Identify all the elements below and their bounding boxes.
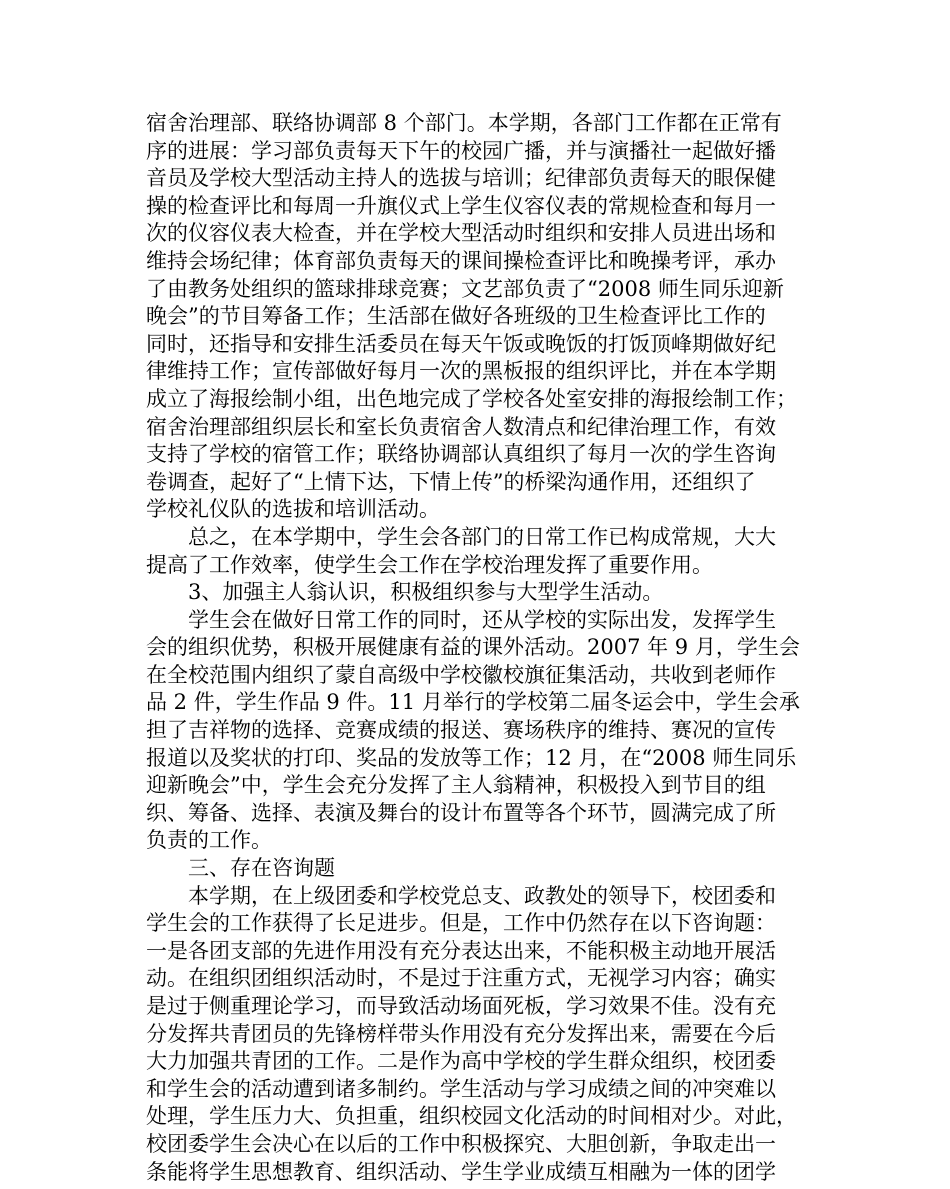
text-line: 负责的工作。: [146, 828, 272, 853]
body-text: [146, 110, 806, 1186]
text-line: 次的仪容仪表大检查，并在学校大型活动时组织和安排人员进出场和: [146, 221, 776, 246]
text-line: 律维持工作；宣传部做好每月一次的黑板报的组织评比，并在本学期: [146, 359, 776, 384]
text-line: 校团委学生会决心在以后的工作中积极探究、大胆创新，争取走出一: [146, 1131, 776, 1156]
text-line: 宿舍治理部、联络协调部 8 个部门。本学期，各部门工作都在正常有: [146, 111, 782, 135]
text-line: 同时，还指导和安排生活委员在每天午饭或晚饭的打饭顶峰期做好纪: [146, 331, 776, 356]
text-line: 本学期，在上级团委和学校党总支、政教处的领导下，校团委和: [146, 883, 776, 908]
text-line: 学生会的工作获得了长足进步。但是，工作中仍然存在以下咨询题：: [146, 911, 776, 936]
text-line: 操的检查评比和每周一升旗仪式上学生仪容仪表的常规检查和每月一: [146, 193, 776, 218]
text-line: 了由教务处组织的篮球排球竞赛；文艺部负责了“2008 师生同乐迎新: [146, 276, 784, 301]
text-line: 分发挥共青团员的先锋榜样带头作用没有充分发挥出来，需要在今后: [146, 1021, 776, 1046]
text-line: 动。在组织团组织活动时，不是过于注重方式，无视学习内容；确实: [146, 966, 776, 991]
text-line: 在全校范围内组织了蒙自高级中学校徽校旗征集活动，共收到老师作: [146, 662, 776, 687]
section-heading: 3、加强主人翁认识，积极组织参与大型学生活动。: [146, 580, 664, 605]
text-line: 担了吉祥物的选择、竞赛成绩的报送、赛场秩序的维持、赛况的宣传: [146, 718, 776, 743]
text-line: 学生会在做好日常工作的同时，还从学校的实际出发，发挥学生: [146, 607, 776, 632]
text-line: 处理，学生压力大、负担重，组织校园文化活动的时间相对少。对此，: [146, 1104, 797, 1129]
text-line: 是过于侧重理论学习，而导致活动场面死板，学习效果不佳。没有充: [146, 994, 776, 1018]
text-line: 一是各团支部的先进作用没有充分表达出来，不能积极主动地开展活: [146, 938, 776, 963]
text-line: 维持会场纪律；体育部负责每天的课间操检查评比和晚操考评，承办: [146, 248, 776, 273]
text-line: 晚会”的节目筹备工作；生活部在做好各班级的卫生检查评比工作的: [146, 304, 766, 329]
text-line: 迎新晚会”中，学生会充分发挥了主人翁精神，积极投入到节目的组: [146, 773, 766, 798]
text-line: 支持了学校的宿管工作；联络协调部认真组织了每月一次的学生咨询: [146, 442, 776, 467]
text-line: 音员及学校大型活动主持人的选拔与培训；纪律部负责每天的眼保健: [146, 166, 776, 191]
text-line: 学校礼仪队的选拔和培训活动。: [146, 497, 440, 522]
text-line: 总之，在本学期中，学生会各部门的日常工作已构成常规，大大: [146, 524, 776, 549]
text-line: 报道以及奖状的打印、奖品的发放等工作；12 月，在“2008 师生同乐: [146, 745, 797, 770]
text-line: 成立了海报绘制小组，出色地完成了学校各处室安排的海报绘制工作；: [146, 386, 797, 411]
text-line: 和学生会的活动遭到诸多制约。学生活动与学习成绩之间的冲突难以: [146, 1076, 776, 1101]
text-line: 条能将学生思想教育、组织活动、学生学业成绩互相融为一体的团学: [146, 1159, 776, 1184]
text-line: 会的组织优势，积极开展健康有益的课外活动。2007 年 9 月，学生会: [146, 635, 800, 660]
section-heading: 三、存在咨询题: [146, 856, 335, 881]
text-line: 宿舍治理部组织层长和室长负责宿舍人数清点和纪律治理工作，有效: [146, 414, 776, 439]
text-line: 卷调查，起好了“上情下达，下情上传”的桥梁沟通作用，还组织了: [146, 469, 756, 494]
text-line: 大力加强共青团的工作。二是作为高中学校的学生群众组织，校团委: [146, 1049, 776, 1074]
text-line: 织、筹备、选择、表演及舞台的设计布置等各个环节，圆满完成了所: [146, 800, 776, 825]
text-line: 序的进展：学习部负责每天下午的校园广播，并与演播社一起做好播: [146, 138, 776, 163]
text-line: 提高了工作效率，使学生会工作在学校治理发挥了重要作用。: [146, 552, 713, 577]
text-line: 品 2 件，学生作品 9 件。11 月举行的学校第二届冬运会中，学生会承: [146, 690, 800, 715]
